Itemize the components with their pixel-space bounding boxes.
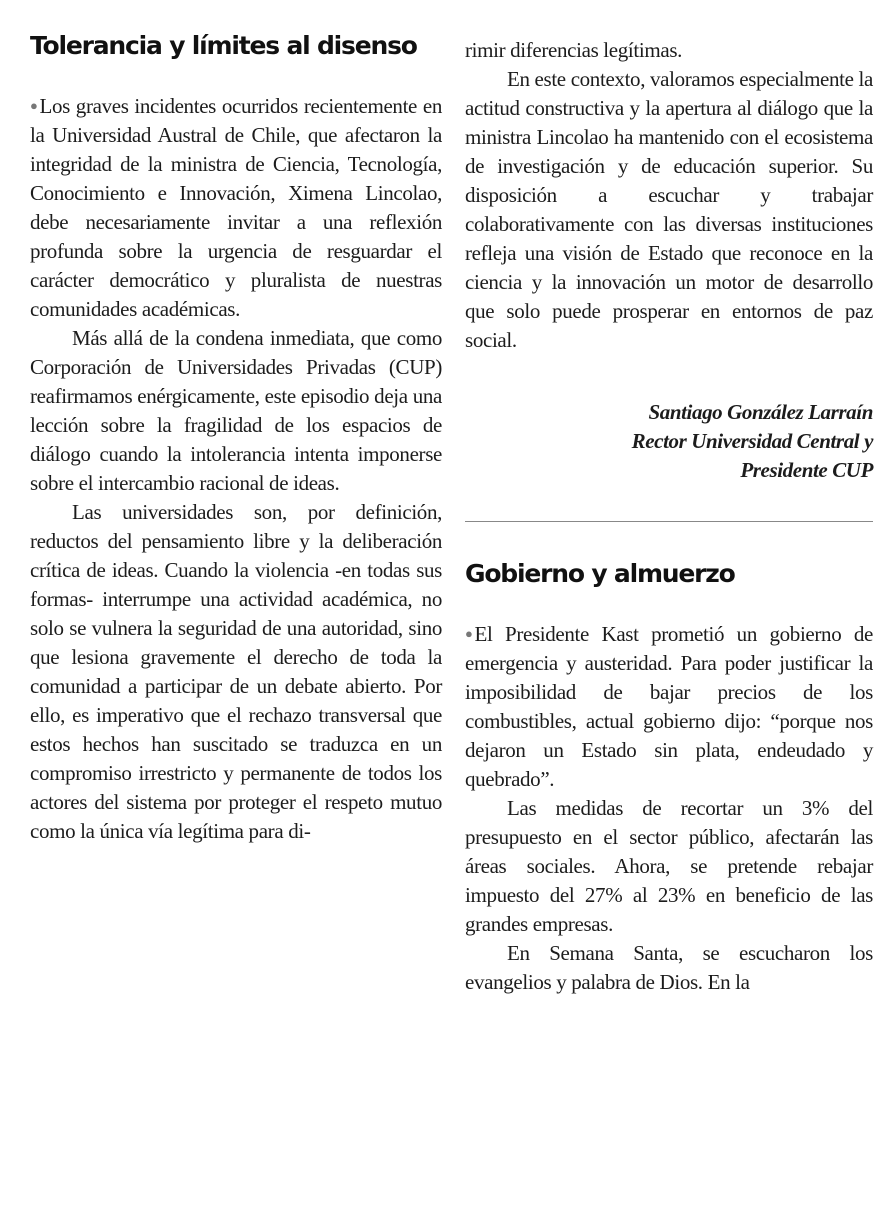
letter-paragraph bbox=[30, 91, 442, 324]
paragraph-text: El Presidente Kast prometió un gobierno de emergencia y austeridad. Para poder justificar la imposibilidad de bajar precios de los combustibles, actual gobierno dijo: “porque nos dejaron un Estado sin plata, endeudado y quebrado”. bbox=[465, 622, 873, 791]
letter-signature bbox=[465, 398, 873, 485]
letter-paragraph: Más allá de la condena inmediata, que como Corporación de Universidades Privadas (CUP) reafirmamos enérgicamente, este episodio deja una lección sobre la fragilidad de los espacios de diálogo cuando la intolerancia intenta imponerse sobre el intercambio racional de ideas. bbox=[30, 326, 442, 495]
signature-title: Presidente CUP bbox=[740, 458, 873, 482]
bullet-icon: ● bbox=[30, 98, 38, 113]
signature-name: Santiago González Larraín bbox=[648, 400, 873, 424]
letter-column-left bbox=[30, 0, 442, 846]
letter-paragraph: Las medidas de recortar un 3% del presupuesto en el sector público, afectarán las áreas sociales. Ahora, se pretende rebajar impuesto del 27% al 23% en beneficio de las grandes empresas. bbox=[465, 796, 873, 936]
bullet-icon: ● bbox=[465, 626, 473, 641]
letter-paragraph: Las universidades son, por definición, reductos del pensamiento libre y la deliberación crítica de ideas. Cuando la violencia -en todas sus formas- interrumpe una actividad académica, no solo se vulnera la seguridad de una autoridad, sino que lesiona gravemente el derecho de toda la comunidad a participar de un debate abierto. Por ello, es imperativo que el rechazo transversal que estos hechos han suscitado se traduzca en un compromiso irrestricto y permanente de todos los actores del sistema por proteger el respeto mutuo como la única vía legítima para di- bbox=[30, 500, 442, 843]
letter-paragraph: En Semana Santa, se escucharon los evangelios y palabra de Dios. En la bbox=[465, 941, 873, 994]
letter-continuation: rimir diferencias legítimas. bbox=[465, 38, 683, 62]
letter-headline-gobierno: Gobierno y almuerzo bbox=[465, 559, 735, 588]
paragraph-text: Los graves incidentes ocurridos recientemente en la Universidad Austral de Chile, que afectaron la integridad de la ministra de Ciencia, Tecnología, Conocimiento e Innovación, Ximena Lincolao, debe necesariamente invitar a una reflexión profunda sobre la urgencia de resguardar el carácter democrático y pluralista de nuestras comunidades académicas. bbox=[30, 94, 442, 321]
signature-title: Rector Universidad Central y bbox=[631, 429, 873, 453]
section-divider bbox=[465, 521, 873, 522]
letter-paragraph bbox=[465, 619, 873, 794]
letter-paragraph: En este contexto, valoramos especialmente la actitud constructiva y la apertura al diálogo que la ministra Lincolao ha mantenido con el ecosistema de investigación y de educación superior. Su disposición a escuchar y trabajar colaborativamente con las diversas instituciones refleja una visión de Estado que reconoce en la ciencia y la innovación un motor de desarrollo que solo puede prosperar en entornos de paz social. bbox=[465, 67, 873, 352]
letter-column-right bbox=[465, 0, 873, 997]
letter-headline-tolerancia: Tolerancia y límites al disenso bbox=[30, 31, 417, 60]
